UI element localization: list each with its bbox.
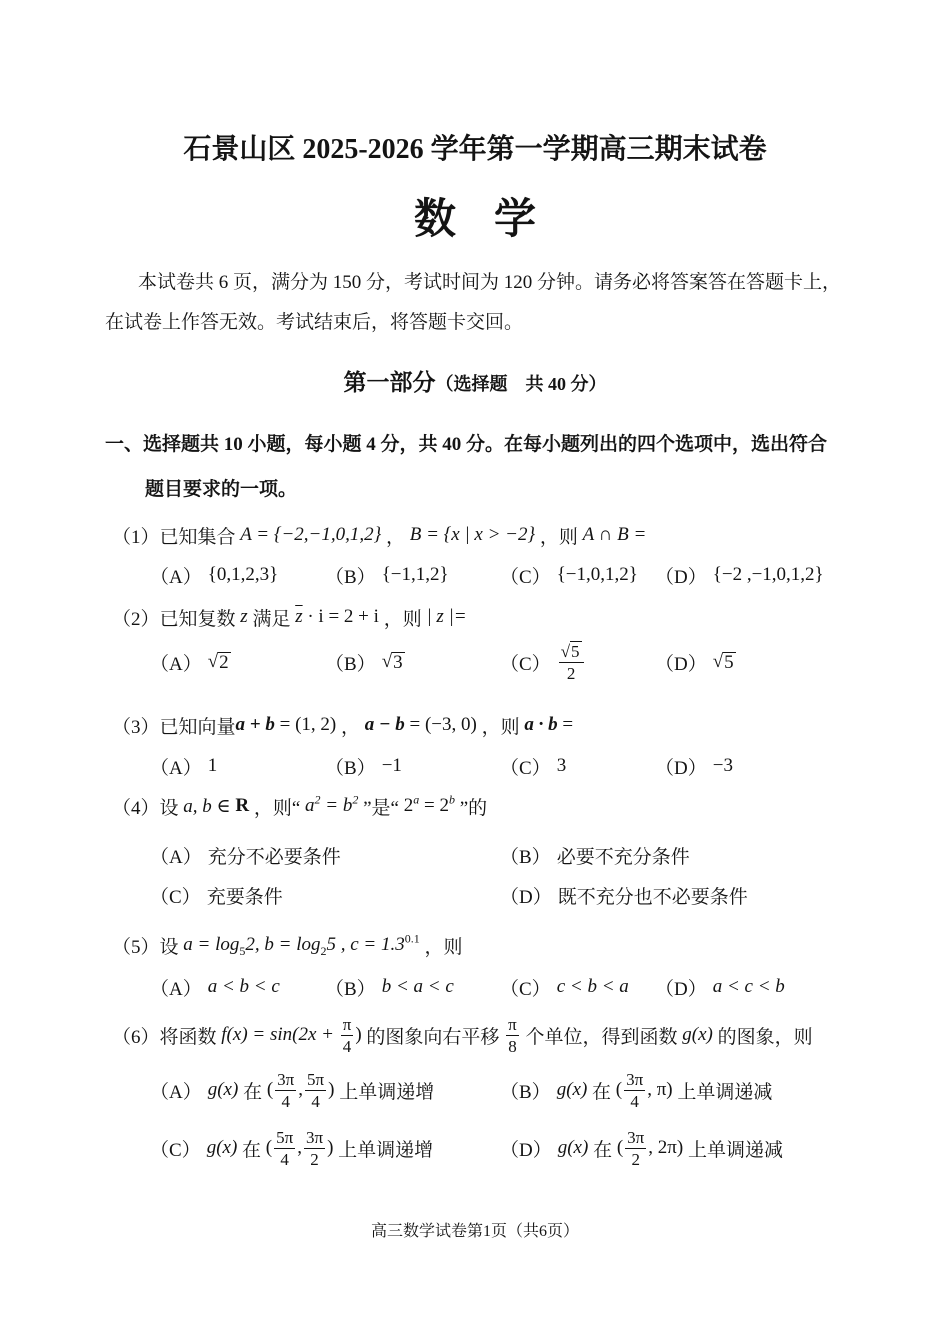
option-label: （D） bbox=[655, 653, 707, 675]
question-5-options bbox=[150, 967, 785, 1007]
question-text: ， bbox=[381, 526, 410, 548]
fraction bbox=[506, 1014, 519, 1057]
option-label: （D） bbox=[500, 886, 552, 908]
fraction-numerator: 5π bbox=[307, 1069, 325, 1089]
question-text: ，则 bbox=[378, 608, 427, 630]
math-expression: 2, b = log bbox=[245, 934, 321, 955]
option-value: a < b < c bbox=[207, 976, 280, 997]
fraction-numerator: 5π bbox=[276, 1127, 294, 1147]
sqrt-expression bbox=[208, 651, 231, 673]
interval-rest: , π) bbox=[647, 1079, 673, 1100]
math-expression: = bbox=[557, 714, 574, 735]
option-text: 在 bbox=[588, 1139, 617, 1161]
question-text: ，则“ bbox=[249, 797, 306, 819]
option-b bbox=[325, 974, 500, 1001]
fraction-numerator: 3π bbox=[626, 1069, 644, 1089]
option-label: （A） bbox=[150, 757, 202, 779]
math-expression: ) bbox=[355, 1024, 362, 1045]
math-function-g: g(x) bbox=[206, 1137, 238, 1158]
fraction-numerator: 3π bbox=[277, 1069, 295, 1089]
option-text: 上单调递减 bbox=[683, 1139, 783, 1161]
math-function-g: g(x) bbox=[207, 1079, 239, 1100]
question-6-options-row-1 bbox=[150, 1070, 772, 1110]
math-expression: 5 , c = 1.3 bbox=[326, 934, 405, 955]
math-expression: = (1, 2) bbox=[274, 714, 337, 735]
option-a bbox=[150, 842, 500, 869]
interval-separator: , bbox=[297, 1137, 302, 1158]
option-label: （B） bbox=[500, 1081, 551, 1103]
fraction-denominator: 4 bbox=[342, 1036, 352, 1056]
option-label: （C） bbox=[500, 566, 551, 588]
fraction-denominator: 4 bbox=[281, 1091, 290, 1111]
part-heading bbox=[0, 361, 950, 407]
option-value: 充分不必要条件 bbox=[207, 846, 341, 868]
option-a bbox=[150, 562, 325, 589]
question-text: 设 bbox=[159, 936, 184, 958]
question-text: 已知复数 bbox=[159, 608, 241, 630]
question-text: 满足 bbox=[247, 608, 296, 630]
option-c bbox=[500, 562, 655, 589]
fraction-denominator: 4 bbox=[630, 1091, 639, 1111]
option-label: （D） bbox=[500, 1139, 552, 1161]
math-set-a: A = {−2,−1,0,1,2} bbox=[240, 524, 382, 545]
option-a bbox=[150, 974, 325, 1001]
option-label: （B） bbox=[325, 757, 376, 779]
question-text: ，则 bbox=[535, 526, 583, 548]
option-c bbox=[500, 641, 655, 684]
question-4-options-row-2 bbox=[150, 875, 748, 915]
sqrt-expression bbox=[561, 641, 582, 662]
question-6-options-row-2 bbox=[150, 1128, 783, 1168]
interval-open: ( bbox=[615, 1079, 623, 1100]
math-expression: · i = 2 + i bbox=[302, 606, 379, 627]
math-conjugate-z: $\overline{z}$ bbox=[295, 606, 303, 627]
option-value: c < b < a bbox=[556, 976, 629, 997]
option-label: （C） bbox=[500, 978, 551, 1000]
option-value: 3 bbox=[556, 755, 567, 776]
fraction-numerator bbox=[559, 641, 584, 663]
page-footer: 高三数学试卷第1页（共6页） bbox=[370, 1223, 579, 1240]
option-value: b < a < c bbox=[381, 976, 454, 997]
question-2-options bbox=[150, 642, 736, 682]
radical-sign: √ bbox=[381, 651, 393, 672]
math-set-b: B = {x | x > −2} bbox=[409, 524, 536, 545]
exponent: 2 bbox=[314, 792, 321, 807]
option-label: （D） bbox=[655, 757, 707, 779]
math-intersection: A ∩ B = bbox=[582, 524, 647, 545]
subject-title: 数学 bbox=[413, 197, 574, 243]
option-text: 上单调递减 bbox=[672, 1081, 773, 1103]
interval-close: ) bbox=[327, 1137, 334, 1158]
question-text: 的图象向右平移 bbox=[361, 1026, 505, 1048]
option-text: 上单调递增 bbox=[333, 1139, 434, 1161]
interval-open: ( bbox=[265, 1137, 273, 1158]
question-text: 设 bbox=[159, 797, 184, 819]
fraction-numerator: π bbox=[342, 1014, 352, 1034]
sqrt-expression bbox=[382, 651, 405, 673]
option-label: （A） bbox=[150, 846, 202, 868]
option-d bbox=[655, 649, 736, 676]
base: a bbox=[305, 795, 315, 816]
fraction bbox=[274, 1127, 295, 1170]
option-value: 充要条件 bbox=[206, 886, 283, 908]
exponent: a bbox=[413, 792, 420, 807]
option-a bbox=[150, 1069, 500, 1112]
question-number: （6） bbox=[112, 1026, 160, 1048]
option-c bbox=[150, 1127, 500, 1170]
fraction bbox=[341, 1014, 354, 1057]
question-text: 将函数 bbox=[159, 1026, 222, 1048]
interval-separator: , bbox=[298, 1079, 304, 1100]
option-label: （C） bbox=[150, 886, 201, 908]
interval-close: ) bbox=[328, 1079, 335, 1100]
vector-dot-product: a · b bbox=[524, 714, 558, 735]
option-d bbox=[655, 562, 824, 589]
option-label: （A） bbox=[150, 653, 202, 675]
intro-line-1: 本试卷共 6 页，满分为 150 分，考试时间为 120 分钟。请务必将答案答在答题卡上， bbox=[138, 272, 842, 293]
option-b bbox=[325, 649, 500, 676]
exponent: 0.1 bbox=[404, 931, 420, 946]
math-function-g: g(x) bbox=[556, 1079, 588, 1100]
question-4-stem bbox=[112, 786, 487, 826]
question-3-options bbox=[150, 746, 733, 786]
option-c bbox=[150, 882, 500, 909]
option-b bbox=[325, 562, 500, 589]
fraction-numerator: π bbox=[508, 1014, 517, 1034]
radicand: 3 bbox=[393, 652, 403, 673]
part-note: （选择题 共 40 分） bbox=[435, 374, 607, 394]
real-numbers-symbol: R bbox=[235, 795, 250, 816]
question-text: ”的 bbox=[454, 797, 488, 819]
question-3-stem bbox=[112, 705, 573, 745]
question-5-stem bbox=[112, 925, 463, 965]
option-b bbox=[500, 842, 690, 869]
option-value: {−1,1,2} bbox=[381, 564, 449, 585]
question-text: 的图象，则 bbox=[712, 1026, 813, 1048]
option-a bbox=[150, 649, 325, 676]
option-label: （B） bbox=[325, 653, 376, 675]
math-function-g: g(x) bbox=[682, 1024, 713, 1045]
exponent: b bbox=[448, 792, 455, 807]
question-text: 已知向量 bbox=[159, 716, 236, 738]
option-label: （B） bbox=[500, 846, 551, 868]
math-expression: = (−3, 0) bbox=[404, 714, 477, 735]
option-a bbox=[150, 753, 325, 780]
question-number: （4） bbox=[112, 797, 160, 819]
fraction-denominator: 2 bbox=[310, 1149, 319, 1169]
question-number: （1） bbox=[112, 526, 160, 548]
option-label: （C） bbox=[500, 757, 551, 779]
option-text: 上单调递增 bbox=[334, 1081, 435, 1103]
section-instruction-line-1: 一、选择题共 10 小题，每小题 4 分，共 40 分。在每小题列出的四个选项中，选出符合 bbox=[105, 434, 828, 455]
math-function-g: g(x) bbox=[557, 1137, 589, 1158]
radical-sign: √ bbox=[207, 651, 219, 672]
radical-sign: √ bbox=[712, 651, 724, 672]
fraction-denominator: 8 bbox=[508, 1036, 517, 1056]
question-text: ， bbox=[336, 716, 365, 738]
option-value: {0,1,2,3} bbox=[207, 564, 279, 585]
option-text: 在 bbox=[587, 1081, 616, 1103]
option-label: （D） bbox=[655, 566, 707, 588]
option-value: a < c < b bbox=[712, 976, 785, 997]
interval-open: ( bbox=[266, 1079, 274, 1100]
question-2-stem bbox=[112, 597, 467, 637]
fraction bbox=[305, 1069, 326, 1112]
option-value: −3 bbox=[712, 755, 733, 776]
equals-base: = 2 bbox=[419, 795, 449, 816]
exam-title: 石景山区 2025-2026 学年第一学期高三期末试卷 bbox=[183, 134, 767, 165]
option-value: {−2 ,−1,0,1,2} bbox=[712, 564, 824, 585]
question-text: ，则 bbox=[419, 936, 463, 958]
math-expression: a, b ∈ bbox=[183, 795, 236, 817]
option-label: （D） bbox=[655, 978, 707, 1000]
radical-sign: √ bbox=[560, 641, 571, 661]
log-base: 2 bbox=[320, 943, 327, 958]
question-number: （5） bbox=[112, 936, 160, 958]
math-squares-equation bbox=[305, 792, 359, 817]
question-number: （2） bbox=[112, 608, 160, 630]
fraction bbox=[275, 1069, 296, 1112]
option-label: （A） bbox=[150, 978, 202, 1000]
equals-base: = b bbox=[320, 795, 353, 816]
math-expression: f(x) = sin(2x + bbox=[221, 1024, 339, 1045]
interval-rest: , 2π) bbox=[648, 1137, 684, 1158]
fraction-numerator: 3π bbox=[305, 1127, 324, 1147]
fraction-denominator: 2 bbox=[631, 1149, 640, 1169]
fraction-denominator: 2 bbox=[566, 663, 576, 683]
math-powers-equation bbox=[403, 792, 455, 817]
math-modulus: | z |= bbox=[426, 606, 467, 627]
option-value: 必要不充分条件 bbox=[556, 846, 690, 868]
vector-sum: a + b bbox=[235, 714, 275, 735]
fraction bbox=[624, 1069, 645, 1112]
radicand: 2 bbox=[219, 652, 229, 673]
fraction-denominator: 4 bbox=[311, 1091, 320, 1111]
option-value: 1 bbox=[207, 755, 218, 776]
option-value: 既不充分也不必要条件 bbox=[557, 886, 748, 908]
exponent: 2 bbox=[352, 792, 359, 807]
interval-open: ( bbox=[616, 1137, 624, 1158]
question-4-options-row-1 bbox=[150, 835, 690, 875]
log-base: 5 bbox=[239, 943, 246, 958]
question-1-stem bbox=[112, 515, 646, 555]
question-text: 已知集合 bbox=[159, 526, 241, 548]
option-c bbox=[500, 753, 655, 780]
math-expression: a = log bbox=[183, 934, 240, 955]
part-title: 第一部分 bbox=[343, 370, 436, 395]
option-c bbox=[500, 974, 655, 1001]
option-label: （A） bbox=[150, 566, 202, 588]
option-label: （B） bbox=[325, 978, 376, 1000]
question-text: 个单位，得到函数 bbox=[520, 1026, 683, 1048]
base: 2 bbox=[403, 795, 414, 816]
radicand: 5 bbox=[724, 652, 734, 673]
sqrt-expression bbox=[713, 651, 736, 673]
option-text: 在 bbox=[238, 1081, 267, 1103]
option-d bbox=[500, 882, 748, 909]
radicand: 5 bbox=[571, 641, 580, 661]
option-d bbox=[655, 974, 785, 1001]
vector-difference: a − b bbox=[364, 714, 405, 735]
option-text: 在 bbox=[237, 1139, 266, 1161]
fraction bbox=[304, 1127, 325, 1170]
option-label: （C） bbox=[500, 653, 551, 675]
math-definitions bbox=[183, 931, 420, 958]
option-label: （C） bbox=[150, 1139, 201, 1161]
option-value: {−1,0,1,2} bbox=[556, 564, 638, 585]
question-1-options bbox=[150, 555, 824, 595]
math-variable-z: z bbox=[240, 606, 248, 627]
fraction-numerator: 3π bbox=[627, 1127, 645, 1147]
option-label: （B） bbox=[325, 566, 376, 588]
fraction bbox=[625, 1127, 646, 1170]
option-d bbox=[500, 1127, 783, 1170]
option-d bbox=[655, 753, 733, 780]
question-text: ，则 bbox=[476, 716, 525, 738]
option-b bbox=[500, 1069, 772, 1112]
question-6-stem bbox=[112, 1005, 813, 1065]
option-b bbox=[325, 753, 500, 780]
option-label: （A） bbox=[150, 1081, 202, 1103]
section-instruction-line-2: 题目要求的一项。 bbox=[145, 479, 298, 500]
fraction-denominator: 4 bbox=[280, 1149, 289, 1169]
question-number: （3） bbox=[112, 716, 160, 738]
option-value: −1 bbox=[381, 755, 402, 776]
intro-line-2: 在试卷上作答无效。考试结束后，将答题卡交回。 bbox=[105, 312, 524, 333]
question-text: ”是“ bbox=[358, 797, 404, 819]
fraction bbox=[559, 641, 584, 684]
